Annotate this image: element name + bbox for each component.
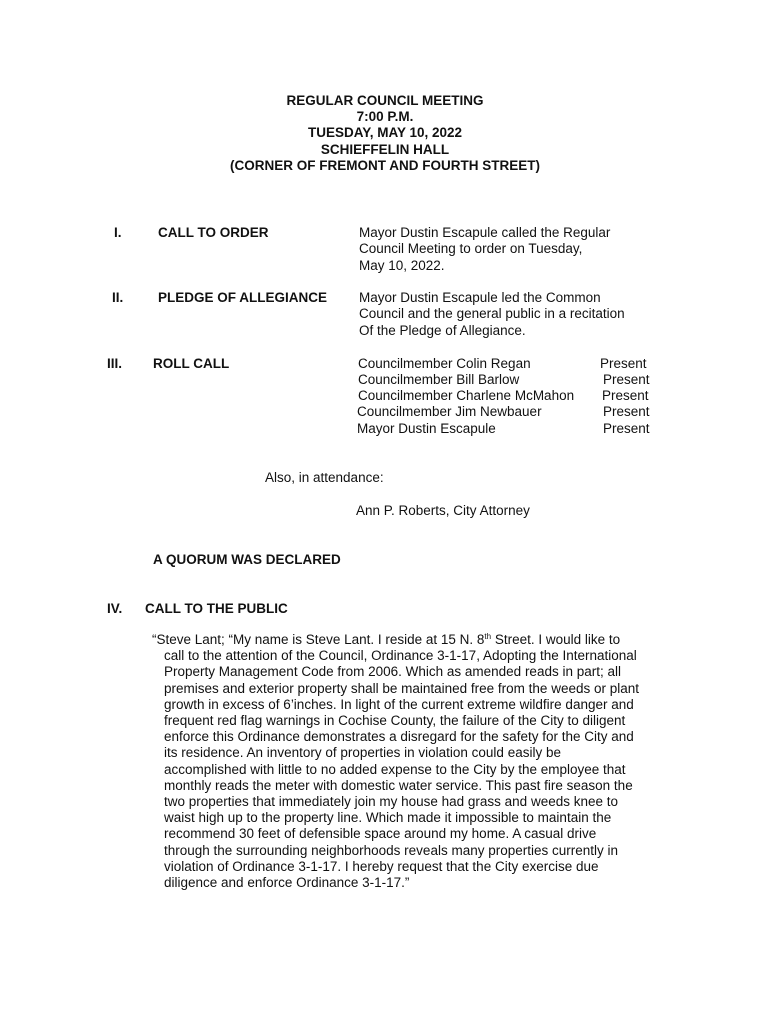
quote-line: recommend 30 feet of defensible space around my home. A casual drive — [164, 826, 597, 842]
text-line: May 10, 2022. — [359, 257, 445, 273]
roll-call-name: Councilmember Charlene McMahon — [358, 388, 575, 403]
roll-call-status: Present — [603, 372, 650, 387]
section-1-title: CALL TO ORDER — [158, 225, 269, 240]
quote-line: growth in excess of 6’inches. In light of the current extreme wildfire danger and — [164, 696, 634, 712]
quote-line: call to the attention of the Council, Ordinance 3-1-17, Adopting the International — [164, 648, 637, 664]
text-line: Mayor Dustin Escapule called the Regular — [359, 225, 611, 240]
quote-text: “Steve Lant; “My name is Steve Lant. I reside at 15 N. 8 — [152, 632, 485, 647]
section-3-title: ROLL CALL — [153, 356, 230, 371]
text-line: Council Meeting to order on Tuesday, — [359, 241, 583, 257]
quote-first-line — [152, 632, 652, 648]
roll-call-status: Present — [603, 421, 650, 436]
meeting-header — [0, 93, 770, 174]
header-title: REGULAR COUNCIL MEETING — [286, 93, 484, 108]
also-in-attendance-label: Also, in attendance: — [265, 470, 384, 485]
text-line: Of the Pledge of Allegiance. — [359, 322, 526, 338]
section-2-text — [359, 290, 625, 339]
public-comment-quote — [152, 632, 652, 891]
roll-call-status: Present — [600, 356, 647, 371]
quote-line: frequent red flag warnings in Cochise County, the failure of the City to diligent — [164, 713, 626, 729]
quote-line: Property Management Code from 2006. Which as amended reads in part; all — [164, 664, 621, 680]
roll-call-status: Present — [602, 388, 649, 403]
quote-line: two properties that immediately join my house had grass and weeds knee to — [164, 794, 618, 810]
quorum-statement: A QUORUM WAS DECLARED — [153, 552, 341, 567]
quote-line: enforce this Ordinance demonstrates a disregard for the safety for the City and — [164, 729, 634, 745]
quote-text: Street. I would like to — [491, 632, 621, 647]
attendee-name: Ann P. Roberts, City Attorney — [356, 503, 530, 518]
header-time: 7:00 P.M. — [356, 109, 414, 125]
quote-line: premises and exterior property shall be maintained free from the weeds or plant — [164, 680, 639, 696]
text-line: Mayor Dustin Escapule led the Common — [359, 290, 601, 305]
section-1-text — [359, 225, 610, 274]
roll-call-name: Mayor Dustin Escapule — [357, 421, 496, 436]
quote-line: waist high up to the property line. Which made it impossible to maintain the — [164, 810, 612, 826]
section-4-title: CALL TO THE PUBLIC — [145, 601, 288, 616]
quote-line: monthly reads the meter with domestic water service. This past fire season the — [164, 777, 633, 793]
section-3-numeral: III. — [107, 356, 123, 371]
quote-line: diligence and enforce Ordinance 3-1-17.” — [164, 875, 410, 891]
header-date: TUESDAY, MAY 10, 2022 — [307, 125, 463, 141]
roll-call-name: Councilmember Colin Regan — [358, 356, 531, 371]
header-location: (CORNER OF FREMONT AND FOURTH STREET) — [230, 157, 540, 173]
text-line: Council and the general public in a recitation — [359, 306, 625, 322]
section-4-numeral: IV. — [107, 601, 123, 616]
quote-line: accomplished with little to no added expense to the City by the employee that — [164, 761, 626, 777]
roll-call-status: Present — [603, 404, 650, 419]
superscript-th: th — [484, 632, 492, 641]
header-venue: SCHIEFFELIN HALL — [320, 141, 450, 157]
quote-line: its residence. An inventory of properties in violation could easily be — [164, 745, 561, 761]
roll-call-name: Councilmember Bill Barlow — [358, 372, 520, 387]
section-2-title: PLEDGE OF ALLEGIANCE — [158, 290, 328, 305]
quote-line: violation of Ordinance 3-1-17. I hereby request that the City exercise due — [164, 858, 599, 874]
section-2-numeral: II. — [112, 290, 124, 305]
quote-line: through the surrounding neighborhoods reveals many properties currently in — [164, 842, 619, 858]
roll-call-name: Councilmember Jim Newbauer — [357, 404, 542, 419]
section-1-numeral: I. — [114, 225, 122, 240]
